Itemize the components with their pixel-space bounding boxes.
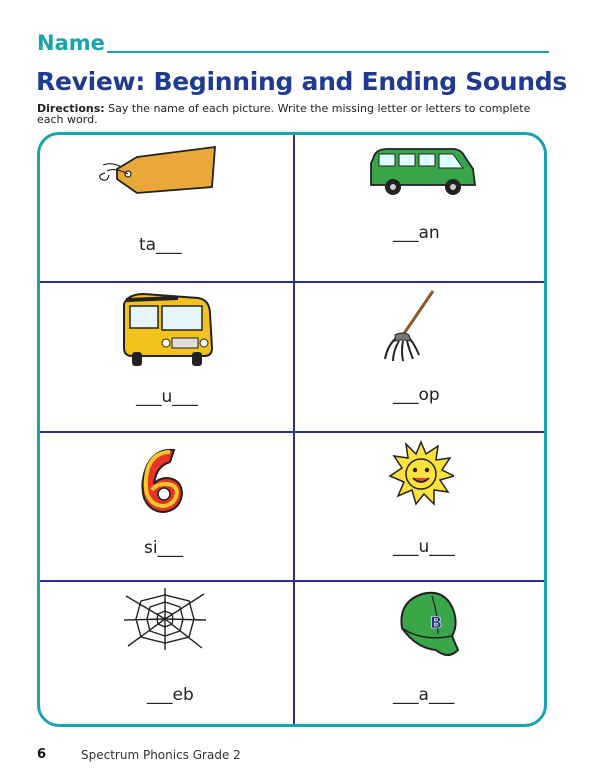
- grid-divider: [40, 580, 544, 582]
- sun-icon: [388, 440, 454, 510]
- word-blank[interactable]: ___eb: [147, 685, 194, 705]
- name-write-line[interactable]: [107, 51, 549, 53]
- web-icon: [122, 586, 208, 656]
- word-blank[interactable]: ta___: [139, 235, 182, 255]
- cap-icon: [392, 588, 464, 666]
- word-blank[interactable]: ___u___: [393, 537, 455, 557]
- word-blank[interactable]: ___an: [393, 223, 440, 243]
- book-title: Spectrum Phonics Grade 2: [81, 748, 241, 762]
- bus-icon: [118, 290, 216, 372]
- six-icon: [134, 444, 190, 520]
- tag-icon: [95, 143, 220, 205]
- grid-divider: [40, 431, 544, 433]
- word-blank[interactable]: ___a___: [393, 685, 455, 705]
- word-blank[interactable]: ___op: [393, 385, 440, 405]
- svg-text:B: B: [430, 613, 443, 632]
- directions: [37, 103, 557, 125]
- directions-label: Directions:: [37, 102, 105, 115]
- exercise-board: [37, 132, 547, 727]
- van-icon: [365, 141, 480, 203]
- name-row: [37, 30, 549, 56]
- page-number: 6: [37, 747, 47, 762]
- word-blank[interactable]: si___: [144, 538, 184, 558]
- page-title: Review: Beginning and Ending Sounds: [36, 67, 567, 96]
- grid-divider: [40, 281, 544, 283]
- directions-text: Say the name of each picture. Write the missing letter or letters to complete each word.: [37, 102, 531, 126]
- word-blank[interactable]: ___u___: [136, 387, 198, 407]
- name-label: Name: [37, 31, 105, 55]
- mop-icon: [381, 289, 441, 367]
- grid-divider: [293, 135, 295, 724]
